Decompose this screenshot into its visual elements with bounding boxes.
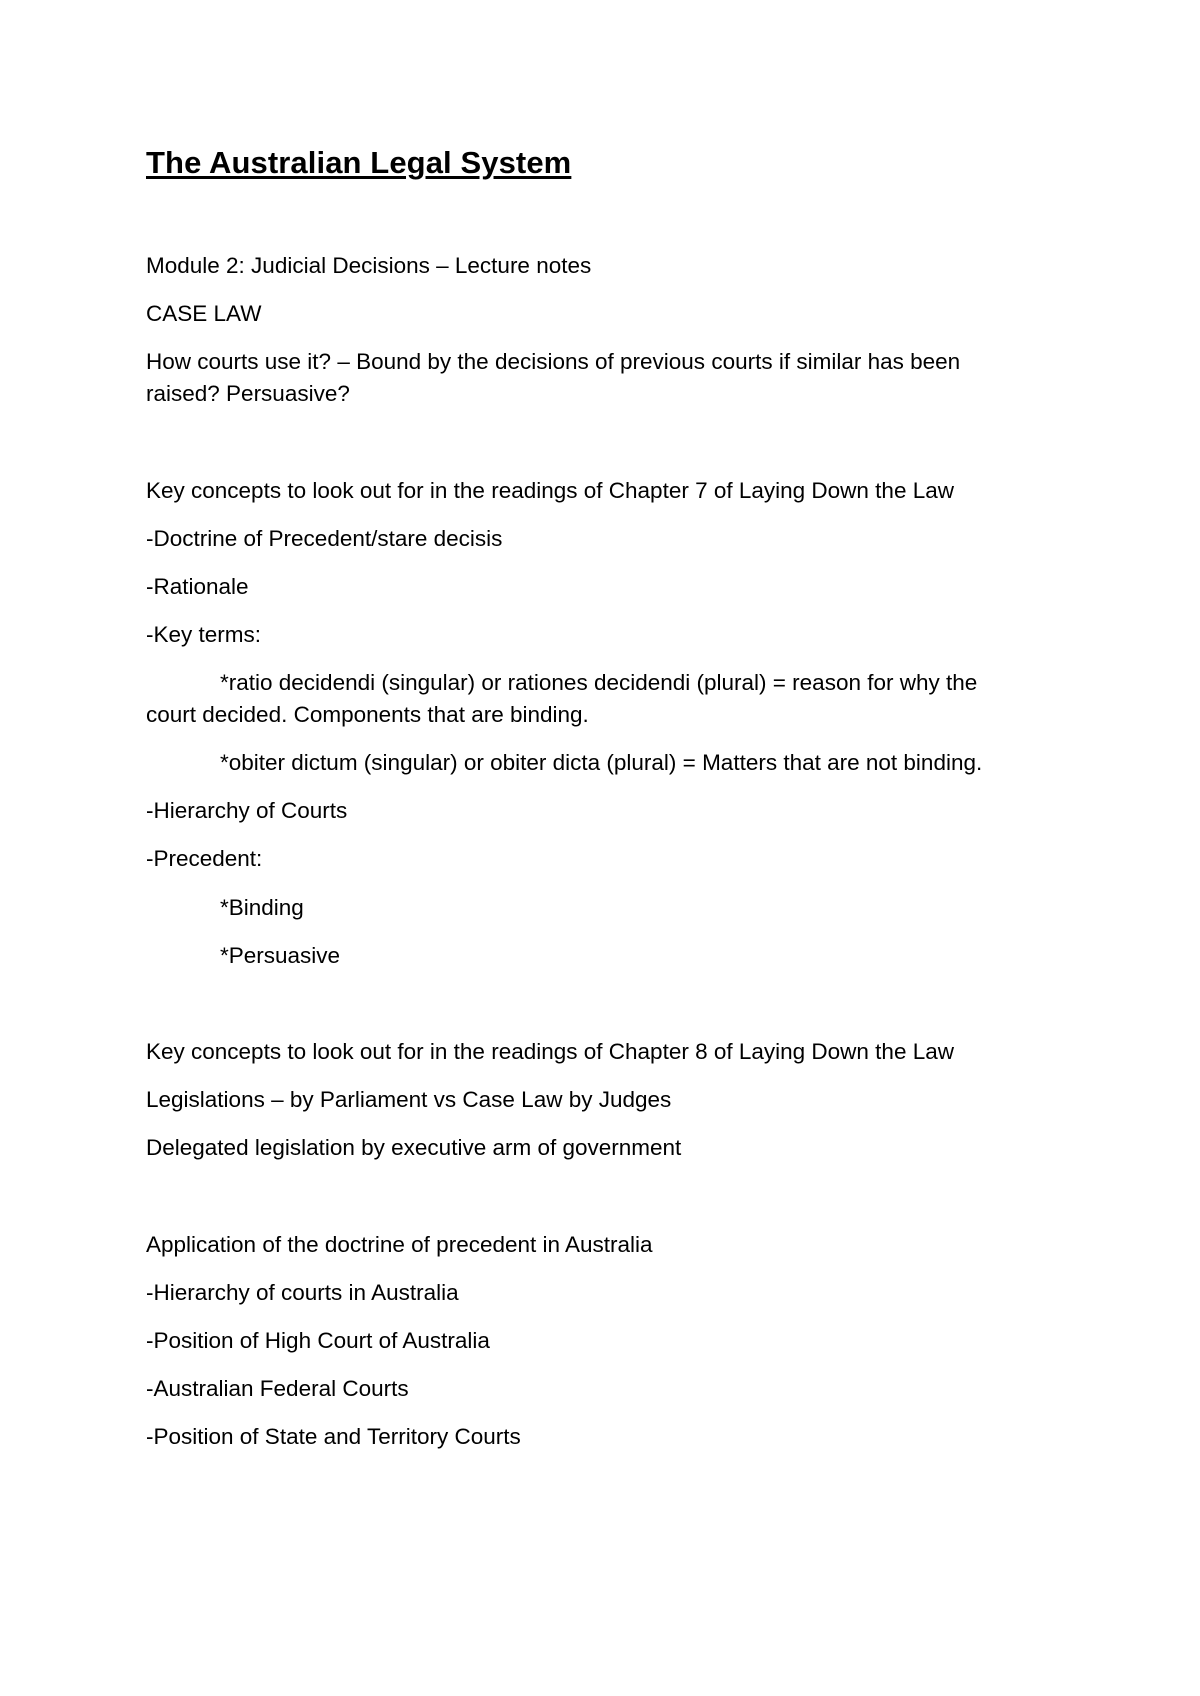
ch8-intro: Key concepts to look out for in the readings of Chapter 8 of Laying Down the Law (146, 1039, 954, 1064)
case-law-heading: CASE LAW (146, 301, 262, 326)
ch7-precedent: -Precedent: (146, 846, 263, 871)
how-courts-use-line-1: How courts use it? – Bound by the decisions of previous courts if similar has been (146, 349, 961, 374)
ch8-delegated: Delegated legislation by executive arm of government (146, 1135, 682, 1160)
ch8-legislations: Legislations – by Parliament vs Case Law by Judges (146, 1087, 672, 1112)
document-title: The Australian Legal System (146, 145, 572, 180)
application-hierarchy: -Hierarchy of courts in Australia (146, 1280, 459, 1305)
ch7-key-terms: -Key terms: (146, 622, 262, 647)
ch7-binding: *Binding (220, 895, 304, 920)
ch7-ratio-line-2: court decided. Components that are binding. (146, 702, 589, 727)
ch7-rationale: -Rationale (146, 574, 249, 599)
ch7-persuasive: *Persuasive (220, 943, 341, 968)
application-intro: Application of the doctrine of precedent in Australia (146, 1232, 653, 1257)
how-courts-use-line-2: raised? Persuasive? (146, 381, 350, 406)
ch7-hierarchy: -Hierarchy of Courts (146, 798, 348, 823)
application-state: -Position of State and Territory Courts (146, 1424, 521, 1449)
application-high-court: -Position of High Court of Australia (146, 1328, 490, 1353)
ch7-obiter: *obiter dictum (singular) or obiter dicta (plural) = Matters that are not binding. (220, 750, 983, 775)
application-federal: -Australian Federal Courts (146, 1376, 409, 1401)
ch7-ratio-line-1: *ratio decidendi (singular) or rationes decidendi (plural) = reason for why the (220, 670, 978, 695)
module-line: Module 2: Judicial Decisions – Lecture notes (146, 253, 592, 278)
ch7-doctrine: -Doctrine of Precedent/stare decisis (146, 526, 503, 551)
ch7-intro: Key concepts to look out for in the readings of Chapter 7 of Laying Down the Law (146, 478, 954, 503)
